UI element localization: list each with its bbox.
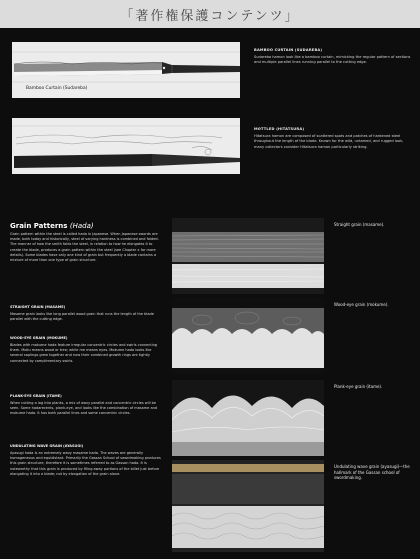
section-text-masame: Masame grain looks like long parallel wood grain that runs the length of the blade parallel with the cutting edge. [10,312,154,322]
photo-caption-masame: Straight grain (masame). [334,222,385,227]
grain-intro-paragraph: Grain pattern within the steel is called hada in Japanese. When Japanese swords are made, both today and historically, steel of varying hardness is combined and folded. The manner of how the smith folds the steel, in relation to how he elongates it to create the blade, produces a grain pattern within the steel (see Chapter x for more details). Some blades have only one kind of grain but frequently a blade contains a mixture of more than one type of grain structure. [10,232,159,263]
photo-caption-mokume: Wood-eye grain (mokume). [334,302,389,307]
sword-caption: Bamboo Curtain (Sudareba) [26,86,88,91]
sudareba-description: Sudareba hamon look like a bamboo curtain, mimicking the regular pattern of sections and multiple parallel lines running parallel to the cutting edge. [254,55,411,65]
section-title-itame: PLANK-EYE GRAIN (ITAME) [10,394,62,398]
header-bar [0,0,420,28]
heading-text: Grain Patterns [10,222,68,230]
book-page [0,28,420,559]
photo-masame [172,218,324,294]
hitatsura-description: Hitatsura hamon are composed of scattered spots and patches of hardened steel throughout the length of the blade. Known for the wild, untamed, and rugged look, many collectors consider Hitatsura hamon particularly striking. [254,134,404,149]
section-text-ayasugi: Ayasugi hada is an extremely wavy masame hada. The waves are generally homogeneous and equidistant. Primarily the Gassan School of swordmaking produces this grain structure, therefore it is sometimes referred to as Gassan hada. It is noteworthy that this grain is produced by filing away portions of the billet just before elongating it into a blade; not by elongation of the grain alone. [10,451,161,476]
grain-patterns-heading [10,222,94,230]
sword-caption: Mottled (Hitatsura) [26,161,68,166]
photo-mokume [172,298,324,374]
heading-italic: (Hada) [69,222,94,230]
photo-caption-ayasugi: Undulating wave grain (ayasugi)—the hallmark of the Gassan school of swordmaking. [334,464,410,481]
section-title-mokume: WOOD-EYE GRAIN (MOKUME) [10,336,68,340]
page-title: 「著作権保護コンテンツ」 [120,9,300,24]
section-text-mokume: Blades with mokume hada feature irregular concentric circles and swirls connecting them. Moku means wood or tree; while me means eyes. Mokume hada looks like several saplings grew together and now their combined growth rings are tightly connected by complimentary swirls. [10,343,158,363]
photo-ayasugi [172,460,324,552]
section-title-masame: STRAIGHT GRAIN (MASAME) [10,305,66,309]
section-title-ayasugi: UNDULATING WAVE GRAIN (AYASUGI) [10,444,84,448]
photo-caption-itame: Plank-eye grain (itame). [334,384,383,389]
section-text-itame: When cutting a log into planks, a mix of wavy parallel and concentric circles will be seen. Some hadarecents, plank-eye, and looks like the combination of masame and mokume hada. It has both parallel lines and some concentric circles. [10,401,158,416]
sudareba-title: BAMBOO CURTAIN (SUDAREBA) [254,48,323,52]
photo-itame [172,380,324,456]
hitatsura-title: MOTTLED (HITATSURA) [254,127,305,131]
